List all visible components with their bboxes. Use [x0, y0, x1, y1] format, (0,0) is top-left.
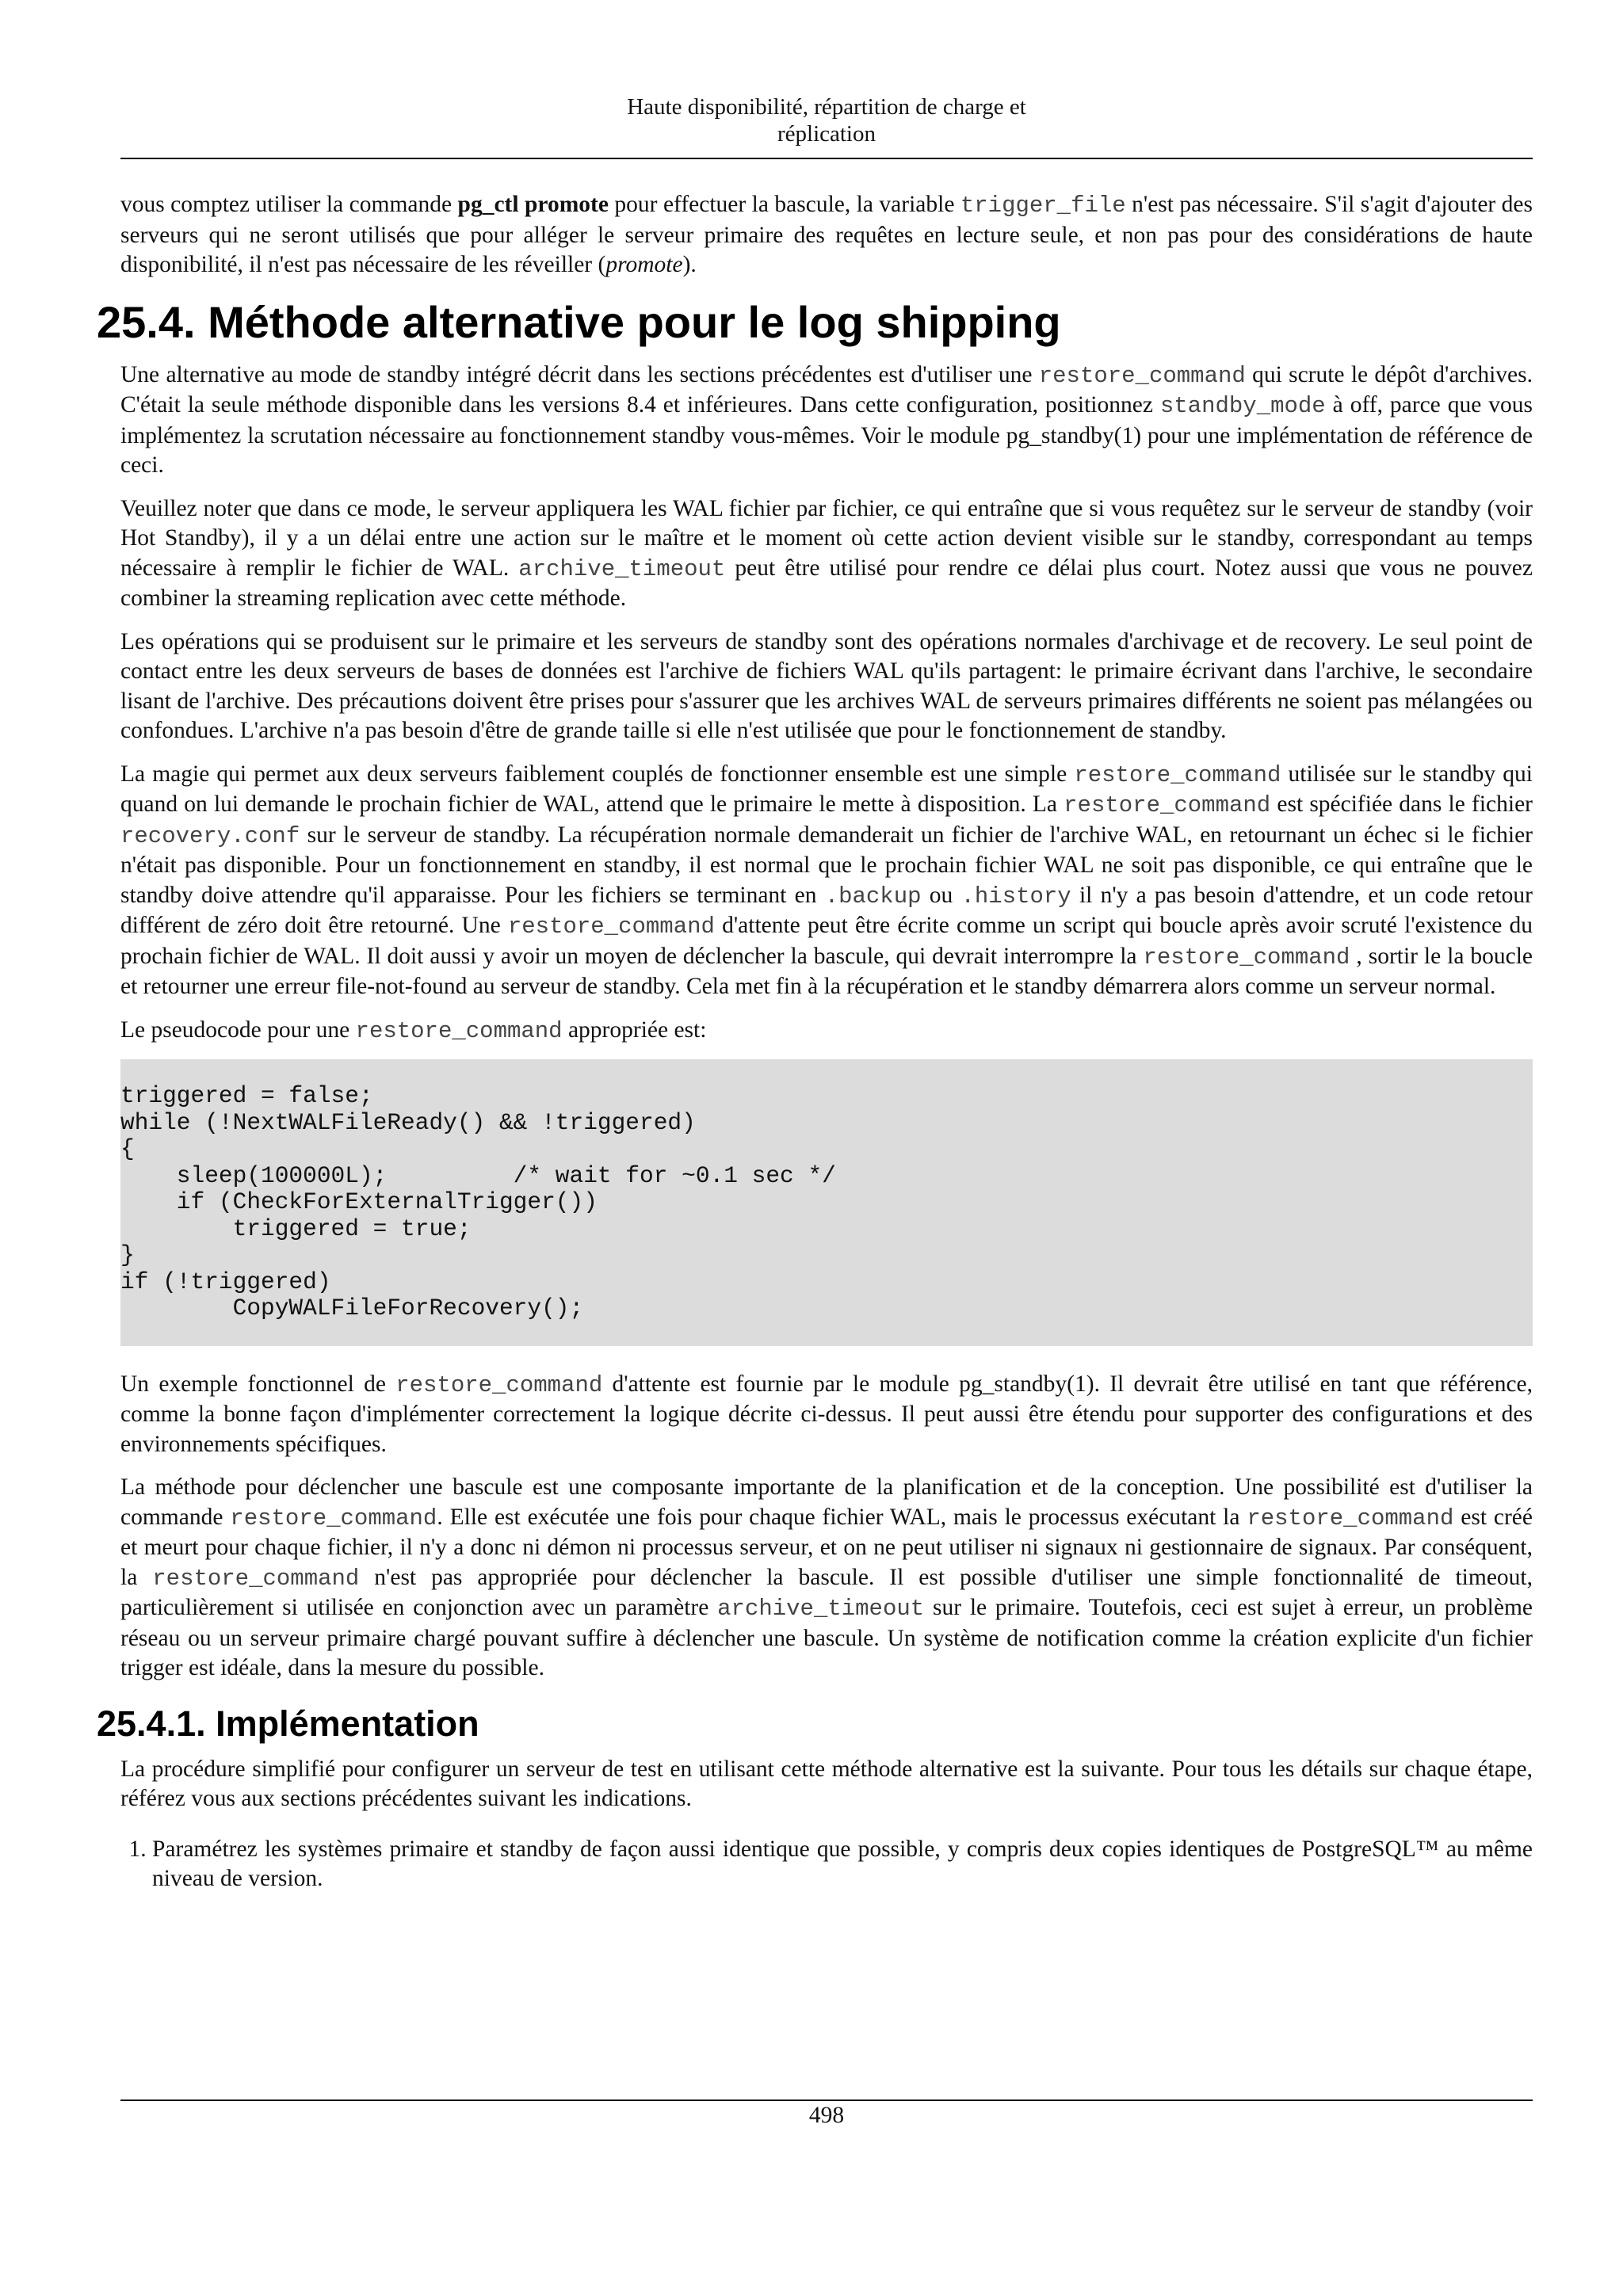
- code-restore-command: restore_command: [1143, 944, 1350, 971]
- text: vous comptez utiliser la commande: [120, 192, 458, 217]
- text: ).: [682, 252, 697, 277]
- section-title: 25.4. Méthode alternative pour le log shipping: [97, 296, 1061, 347]
- page-number: 498: [808, 2103, 845, 2128]
- text: appropriée est:: [562, 1016, 707, 1043]
- text: Une alternative au mode de standby intégré décrit dans les sections précédentes est d'utiliser une: [120, 361, 1039, 387]
- text: il n'y a pas besoin d'attendre, et un code retour différent de zéro doit être retourné. Une: [120, 882, 1533, 938]
- text: La magie qui permet aux deux serveurs faiblement couplés de fonctionner ensemble est une simple: [120, 761, 1075, 787]
- text: La méthode pour déclencher une bascule est une composante importante de la planification et de la conception. Une possibilité est d'utiliser la commande: [120, 1474, 1533, 1530]
- code-history-extension: .history: [960, 883, 1071, 910]
- code-standby-mode: standby_mode: [1159, 393, 1326, 419]
- header-divider: [120, 158, 1533, 159]
- text: , sortir le la boucle et retourner une erreur file-not-found au serveur de standby. Cela met fin à la récupération et le standby démarrera alors comme un serveur normal.: [120, 943, 1533, 999]
- running-header-line-1: Haute disponibilité, répartition de charge et: [627, 94, 1026, 120]
- running-header: [120, 93, 1533, 147]
- list-item: 1. Paramétrez les systèmes primaire et standby de façon aussi identique que possible, y compris deux copies identiques de PostgreSQL™ au même niveau de version.: [152, 1835, 1533, 1894]
- text: d'attente peut être écrite comme un script qui boucle après avoir scruté l'existence du prochain fichier de WAL. Il doit aussi y avoir un moyen de déclencher la bascule, qui devrait interrompre la: [120, 913, 1533, 969]
- code-restore-command: restore_command: [152, 1565, 360, 1592]
- text: utilisée sur le standby qui quand on lui demande le prochain fichier de WAL, attend que le primaire le mette à disposition. La: [120, 761, 1533, 817]
- code-restore-command: restore_command: [1074, 761, 1281, 788]
- section-paragraph-4: [120, 760, 1533, 1002]
- text: . Elle est exécutée une fois pour chaque fichier WAL, mais le processus exécutant la: [437, 1504, 1247, 1530]
- subsection-title: 25.4.1. Implémentation: [97, 1703, 479, 1744]
- intro-paragraph: [120, 190, 1533, 280]
- text: Veuillez noter que dans ce mode, le serveur appliquera les WAL fichier par fichier, ce qui entraîne que si vous requêtez sur le serveur de standby (voir Hot Standby), il y a un délai entre une action sur le maître et le moment où cette action devient visible sur le standby, correspondant au temps nécessaire à remplir le fichier de WAL.: [120, 495, 1533, 581]
- code-restore-command: restore_command: [355, 1017, 563, 1044]
- section-paragraph-2: [120, 494, 1533, 614]
- code-restore-command: restore_command: [395, 1371, 603, 1398]
- text: n'est pas nécessaire. S'il s'agit d'ajouter des serveurs qui ne seront utilisés que pour alléger le serveur primaire des requêtes en lecture seule, et non pas pour des considérations de haute disponibilité, il n'est pas nécessaire de les réveiller (: [120, 192, 1533, 277]
- section-paragraph-5: [120, 1016, 1533, 1047]
- section-paragraph-7: [120, 1473, 1533, 1684]
- text: sur le serveur de standby. La récupération normale demanderait un fichier de l'archive WAL, en retournant un échec si le fichier n'était pas disponible. Pour un fonctionnement en standby, il est normal que le prochain fichier WAL ne soit pas disponible, ce qui entraîne que le standby doive attendre qu'il apparaisse. Pour les fichiers se terminant en: [120, 822, 1533, 908]
- text: est créé et meurt pour chaque fichier, il n'y a donc ni démon ni processus serveur, et on ne peut utiliser ni signaux ni gestionnaire de signaux. Par conséquent, la: [120, 1504, 1533, 1590]
- code-restore-command: restore_command: [1247, 1505, 1454, 1531]
- code-restore-command: restore_command: [507, 913, 715, 940]
- text: Le pseudocode pour une: [120, 1016, 356, 1043]
- text: d'attente est fournie par le module pg_standby(1). Il devrait être utilisé en tant que référence, comme la bonne façon d'implémenter correctement la logique décrite ci-dessus. Il peut aussi être étendu pour supporter des configurations et des environnements spécifiques.: [120, 1371, 1533, 1457]
- code-restore-command: restore_command: [230, 1505, 437, 1531]
- text: n'est pas appropriée pour déclencher la bascule. Il est possible d'utiliser une simple fonctionnalité de timeout, particulièrement si utilisée en conjonction avec un paramètre: [120, 1564, 1533, 1620]
- emphasis-promote: promote: [605, 252, 683, 277]
- text: sur le primaire. Toutefois, ceci est sujet à erreur, un problème réseau ou un serveur primaire chargé pouvant suffire à déclencher une bascule. Un système de notification comme la création explicite d'un fichier trigger est idéale, dans la mesure du possible.: [120, 1595, 1533, 1680]
- steps-list: [120, 1835, 1533, 1894]
- command-pg-ctl-promote: pg_ctl promote: [457, 192, 609, 217]
- text: à off, parce que vous implémentez la scrutation nécessaire au fonctionnement standby vous-mêmes. Voir le module pg_standby(1) pour une implémentation de référence de ceci.: [120, 392, 1533, 478]
- section-paragraph-1: [120, 360, 1533, 481]
- text: peut être utilisé pour rendre ce délai plus court. Notez aussi que vous ne pouvez combiner la streaming replication avec cette méthode.: [120, 555, 1533, 611]
- code-restore-command: restore_command: [1038, 362, 1246, 389]
- section-paragraph-3: Les opérations qui se produisent sur le primaire et les serveurs de standby sont des opérations normales d'archivage et de recovery. Le seul point de contact entre les deux serveurs de bases de données est l'archive de fichiers WAL qu'ils partagent: le primaire écrivant dans l'archive, le secondaire lisant de l'archive. Des précautions doivent être prises pour s'assurer que les archives WAL de serveurs primaires différents ne soient pas mélangées ou confondues. L'archive n'a pas besoin d'être de grande taille si elle n'est utilisée que pour le fonctionnement de standby.: [120, 628, 1533, 743]
- text: qui scrute le dépôt d'archives. C'était la seule méthode disponible dans les versions 8.4 et inférieures. Dans cette configuration, positionnez: [120, 361, 1533, 418]
- code-recovery-conf: recovery.conf: [120, 822, 300, 849]
- code-backup-extension: .backup: [824, 883, 922, 910]
- text: pour effectuer la bascule, la variable: [608, 192, 960, 217]
- text: est spécifiée dans le fichier: [1270, 791, 1533, 817]
- subsection-paragraph-1: La procédure simplifié pour configurer un serveur de test en utilisant cette méthode alternative est la suivante. Pour tous les détails sur chaque étape, référez vous aux sections précédentes suivant les indications.: [120, 1756, 1533, 1811]
- text: Un exemple fonctionnel de: [120, 1371, 396, 1397]
- page-body: [97, 190, 1533, 1894]
- running-header-line-2: réplication: [777, 121, 876, 147]
- code-trigger-file: trigger_file: [960, 193, 1126, 219]
- pseudocode-block: triggered = false; while (!NextWALFileReady() && !triggered) { sleep(100000L); /* wait for ~0.1 sec */ if (CheckForExternalTrigger()) triggered = true; } if (!triggered) CopyWALFileForRecovery();: [120, 1059, 1533, 1346]
- code-archive-timeout: archive_timeout: [717, 1596, 925, 1622]
- text: ou: [921, 882, 961, 908]
- code-archive-timeout: archive_timeout: [518, 555, 726, 582]
- section-paragraph-6: [120, 1370, 1533, 1460]
- code-restore-command: restore_command: [1064, 792, 1271, 818]
